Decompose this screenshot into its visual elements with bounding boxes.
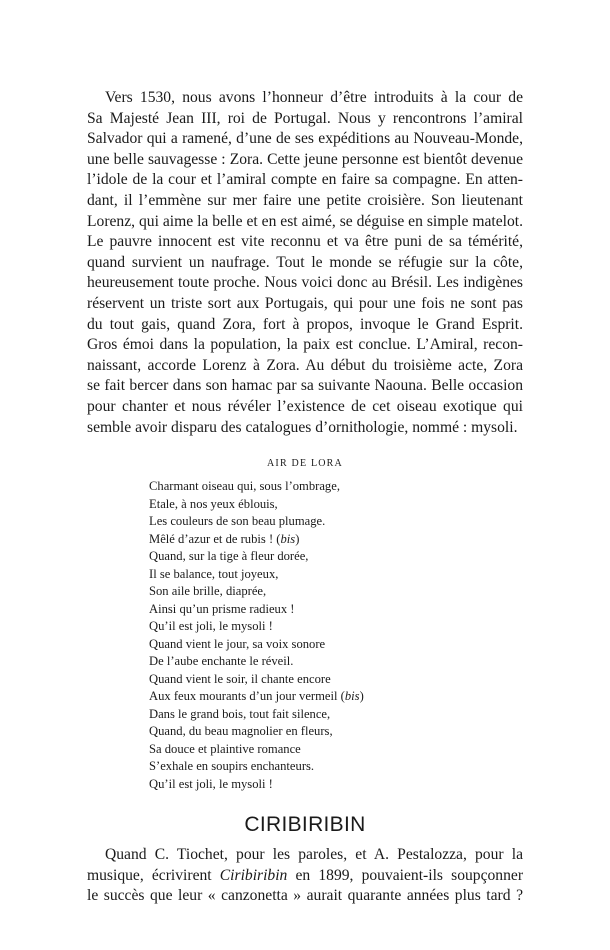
text-line: Lorenz, qui aime la belle et en est aimé, se déguise en simple matelot. xyxy=(87,212,523,230)
opera-synopsis-paragraph xyxy=(87,88,523,438)
text-line: naissant, accorde Lorenz à Zora. Au début du troisième acte, Zora xyxy=(87,356,523,374)
poem-title: AIR DE LORA xyxy=(267,458,343,470)
poem-verse: Etale, à nos yeux éblouis, xyxy=(149,496,278,511)
text-line: semble avoir disparu des catalogues d’ornithologie, nommé : mysoli. xyxy=(87,418,518,436)
text-line: du tout gais, quand Zora, fort à propos, invoque le Grand Esprit. xyxy=(87,315,523,333)
poem-verse: Qu’il est joli, le mysoli ! xyxy=(149,776,273,791)
poem-verse: Qu’il est joli, le mysoli ! xyxy=(149,619,273,634)
text-line: Salvador qui a ramené, d’une de ses expéditions au Nouveau-Monde, xyxy=(87,130,523,148)
text-line: Quand C. Tiochet, pour les paroles, et A. Pestalozza, pour la xyxy=(105,846,523,864)
text-line: le succès que leur « canzonetta » aurait quarante années plus tard ? xyxy=(87,887,523,905)
text-line: se fait bercer dans son hamac par sa suivante Naouna. Belle occasion xyxy=(87,377,523,395)
poem-verse: Il se balance, tout joyeux, xyxy=(149,566,279,581)
text-line: Gros émoi dans la population, la paix est conclue. L’Amiral, recon- xyxy=(87,336,523,354)
text-line: Sa Majesté Jean III, roi de Portugal. Nous y rencontrons l’amiral xyxy=(87,109,523,127)
poem-verse: Quand vient le jour, sa voix sonore xyxy=(149,636,326,651)
ciribiribin-paragraph xyxy=(87,845,523,907)
poem-verse: Mêlé d’azur et de rubis ! (bis) xyxy=(149,531,300,546)
poem-verse: De l’aube enchante le réveil. xyxy=(149,654,294,669)
text-line: pour chanter et nous révéler l’existence de cet oiseau exotique qui xyxy=(87,397,523,415)
book-page xyxy=(87,88,523,907)
poem-verse: Quand, sur la tige à fleur dorée, xyxy=(149,549,309,564)
text-line: dant, il l’emmène sur mer faire une petite croisière. Son lieutenant xyxy=(87,191,523,209)
text-line: quand survient un naufrage. Tout le monde se réfugie sur la côte, xyxy=(87,253,523,271)
poem-verse: Les couleurs de son beau plumage. xyxy=(149,514,326,529)
poem-verse: Charmant oiseau qui, sous l’ombrage, xyxy=(149,479,340,494)
text-line: heureusement toute proche. Nous voici donc au Brésil. Les indigènes xyxy=(87,274,523,292)
text-line: une belle sauvagesse : Zora. Cette jeune personne est bientôt devenue xyxy=(87,150,523,168)
poem-verse: Ainsi qu’un prisme radieux ! xyxy=(149,601,295,616)
poem-verse: S’exhale en soupirs enchanteurs. xyxy=(149,759,315,774)
poem-verse: Aux feux mourants d’un jour vermeil (bis) xyxy=(149,689,364,704)
poem-verse: Dans le grand bois, tout fait silence, xyxy=(149,706,331,721)
poem-verse: Sa douce et plaintive romance xyxy=(149,741,301,756)
poem-verse: Quand, du beau magnolier en fleurs, xyxy=(149,724,333,739)
poem-verse: Quand vient le soir, il chante encore xyxy=(149,671,331,686)
text-line: musique, écrivirent Ciribiribin en 1899, pouvaient-ils soupçonner xyxy=(87,866,524,884)
section-heading: CIRIBIRIBIN xyxy=(244,813,366,837)
text-line: réservent un triste sort aux Portugais, qui pour une fois ne sont pas xyxy=(87,294,523,312)
text-line: Vers 1530, nous avons l’honneur d’être introduits à la cour de xyxy=(105,89,523,106)
poem-lyrics xyxy=(149,478,523,793)
text-line: l’idole de la cour et l’amiral compte en faire sa compagne. En atten- xyxy=(87,171,523,189)
text-line: Le pauvre innocent est vite reconnu et va être puni de sa témérité, xyxy=(87,233,523,251)
poem-verse: Son aile brille, diaprée, xyxy=(149,584,267,599)
